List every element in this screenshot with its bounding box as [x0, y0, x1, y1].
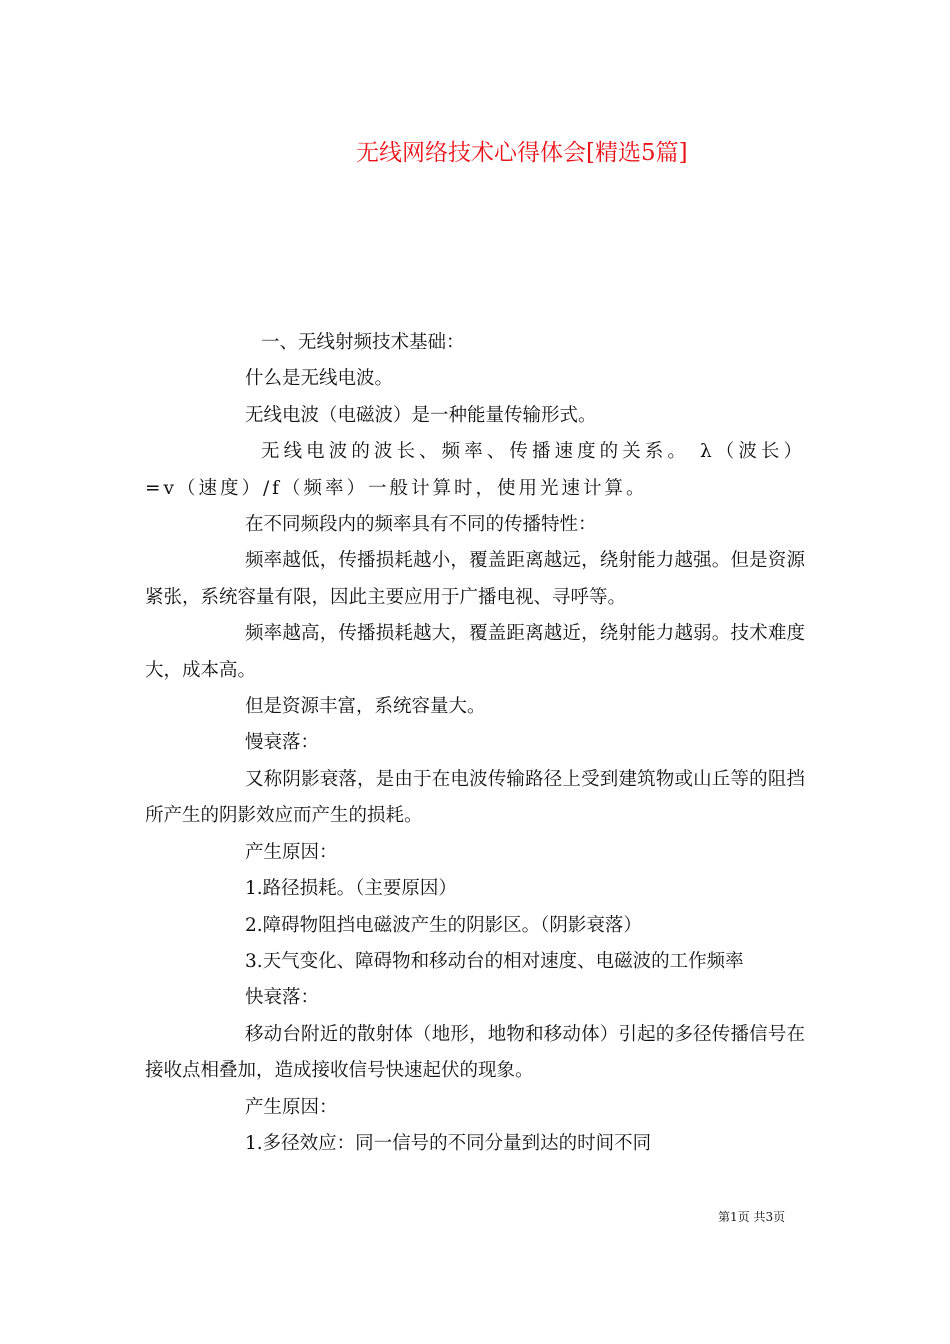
paragraph: 频率越高，传播损耗越大，覆盖距离越近，绕射能力越弱。技术难度大，成本高。 [145, 623, 805, 681]
paragraph: 又称阴影衰落，是由于在电波传输路径上受到建筑物或山丘等的阻挡所产生的阴影效应而产生的损耗。 [145, 768, 805, 827]
paragraph: 在不同频段内的频率具有不同的传播特性： [245, 514, 597, 536]
paragraph: 3.天气变化、障碍物和移动台的相对速度、电磁波的工作频率 [245, 950, 744, 972]
paragraph: 频率越低，传播损耗越小，覆盖距离越远，绕射能力越强。但是资源紧张，系统容量有限，因此主要应用于广播电视、寻呼等。 [145, 550, 805, 608]
paragraph: 2.障碍物阻挡电磁波产生的阴影区。（阴影衰落） [245, 914, 642, 936]
paragraph: 什么是无线电波。 [245, 368, 394, 390]
page-number: 第1页 共3页 [718, 1210, 786, 1224]
paragraph: 但是资源丰富，系统容量大。 [245, 696, 486, 718]
paragraph: 产生原因： [245, 1096, 338, 1118]
document-title: 无线网络技术心得体会[精选5篇] [356, 140, 688, 166]
paragraph: 快衰落： [245, 987, 320, 1009]
paragraph: 1.路径损耗。（主要原因） [245, 878, 457, 900]
paragraph: 慢衰落： [245, 732, 320, 754]
document-body [145, 325, 805, 1162]
paragraph: 1.多径效应：同一信号的不同分量到达的时间不同 [245, 1132, 652, 1154]
paragraph: 移动台附近的散射体（地形，地物和移动体）引起的多径传播信号在接收点相叠加，造成接收信号快速起伏的现象。 [145, 1023, 805, 1082]
paragraph: 一、无线射频技术基础： [261, 332, 465, 353]
paragraph: 产生原因： [245, 841, 338, 863]
paragraph: 无线电波的波长、频率、传播速度的关系。 λ（波长）=v（速度）/f（频率）一般计算时，使用光速计算。 [145, 441, 805, 499]
paragraph: 无线电波（电磁波）是一种能量传输形式。 [245, 404, 597, 426]
